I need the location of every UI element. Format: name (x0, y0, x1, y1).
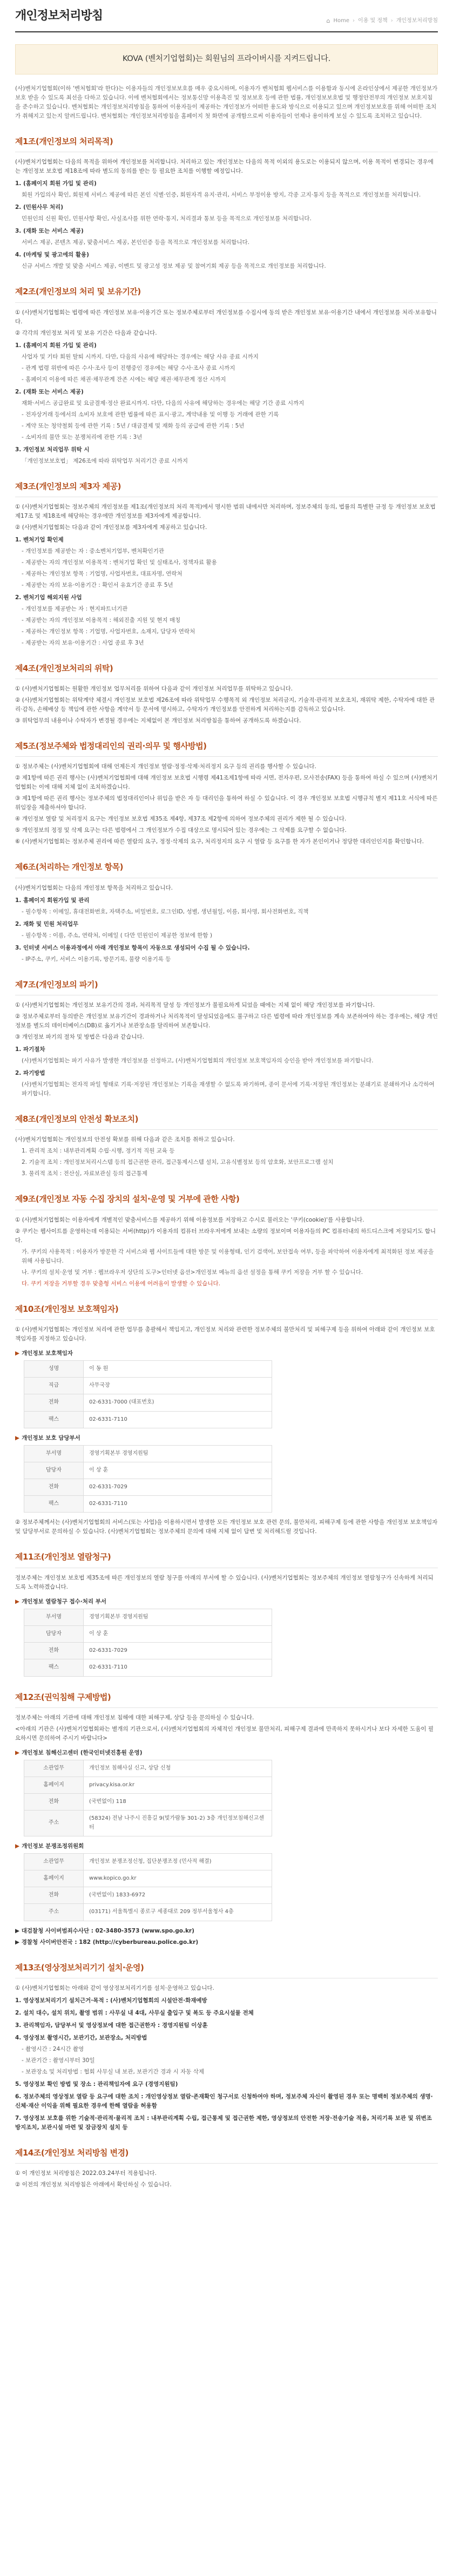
article-11 (15, 1550, 438, 1676)
list-item: ② 쿠키는 웹사이트를 운영하는데 이용되는 서버(http)가 이용자의 컴퓨터 브라우저에게 보내는 소량의 정보이며 이용자들의 PC 컴퓨터내의 하드디스크에 저장되기도 합니다. (15, 1228, 436, 1244)
table-cell-key: 직급 (24, 1378, 84, 1394)
table-cell-key: 팩스 (24, 1411, 84, 1428)
list-item: 3. 물리적 조치 : 전산실, 자료보관실 등의 접근통제 (22, 1170, 147, 1177)
list-item: ② 이전의 개인정보 처리방침은 아래에서 확인하실 수 있습니다. (15, 2181, 172, 2188)
article-6 (15, 860, 438, 964)
table-cell-value: 개인정보 분쟁조정신청, 집단분쟁조정 (민사적 해결) (84, 1853, 272, 1870)
article-1 (15, 135, 438, 271)
chevron-right-icon: › (390, 18, 393, 24)
table-cell-key: 성명 (24, 1360, 84, 1377)
list-item: 2. (민원사무 처리) (15, 204, 64, 211)
list-item: 3. 관리책임자, 담당부서 및 영상정보에 대한 접근권한자 : 경영지원팀 이상훈 (15, 2022, 208, 2029)
article-lead: ② (사)벤처기업협회는 다음과 같이 개인정보를 제3자에게 제공하고 있습니다. (15, 524, 207, 531)
article-12 (15, 1691, 438, 1947)
table-cell-value: (국번없이) 1833-6972 (84, 1887, 272, 1904)
list-item: 1. (홈페이지 회원 가입 및 관리) (15, 180, 97, 187)
article-title: 제1조(개인정보의 처리목적) (15, 135, 438, 152)
list-item: 2. 설치 대수, 설치 위치, 촬영 범위 : 사무실 내 4대, 사무실 출입구 및 복도 등 주요시설물 전체 (15, 2009, 254, 2016)
list-item: - 제공하는 개인정보 항목 : 기업명, 사업자번호, 대표자명, 연락처 (22, 570, 182, 577)
list-item: - 계약 또는 청약철회 등에 관한 기록 : 5년 / 대금결제 및 재화 등의 공급에 관한 기록 : 5년 (22, 422, 245, 429)
list-item: 2. 벤처기업 해외지원 사업 (15, 594, 82, 601)
list-item: 2. 재화 및 민원 처리업무 (15, 920, 79, 927)
article-lead: <아래의 기관은 (사)벤처기업협회와는 별개의 기관으로서, (사)벤처기업협회의 자체적인 개인정보 불만처리, 피해구제 결과에 만족하지 못하시거나 보다 자세한 도움이 필요하시면 문의하여 주시기 바랍니다> (15, 1725, 434, 1741)
article-title: 제4조(개인정보처리의 위탁) (15, 662, 438, 679)
list-item: ① 정보주체는 (사)벤처기업협회에 대해 언제든지 개인정보 열람·정정·삭제·처리정지 요구 등의 권리를 행사할 수 있습니다. (15, 763, 316, 770)
table-cell-value: 이 동 원 (84, 1360, 272, 1377)
list-item: 7. 영상정보 보호를 위한 기술적·관리적·물리적 조치 : 내부관리계획 수립, 접근통제 및 접근권한 제한, 영상정보의 안전한 저장·전송기술 적용, 처리기록 보관 및 위변조 방지조치, 보관시설 마련 및 잠금장치 설치 등 (15, 2114, 432, 2131)
article-10 (15, 1303, 438, 1537)
article-title: 제6조(처리하는 개인정보 항목) (15, 860, 438, 878)
table-cell-value: 02-6331-7110 (84, 1496, 272, 1513)
list-item: 4. (마케팅 및 광고에의 활용) (15, 252, 89, 259)
list-item: (사)벤처기업협회는 파기 사유가 발생한 개인정보를 선정하고, (사)벤처기업협회의 개인정보 보호책임자의 승인을 받아 개인정보를 파기합니다. (22, 1057, 374, 1065)
bullet-icon: ▶ (15, 1434, 20, 1441)
table-cell-value: 이 상 훈 (84, 1625, 272, 1642)
list-item: ④ 개인정보 열람 및 처리정지 요구는 개인정보 보호법 제35조 제4항, 제37조 제2항에 의하여 정보주체의 권리가 제한 될 수 있습니다. (15, 816, 347, 823)
table-row (24, 1462, 272, 1479)
list-item: ⑥ (사)벤처기업협회는 정보주체 권리에 따른 열람의 요구, 정정·삭제의 요구, 처리정지의 요구 시 열람 등 요구를 한 자가 본인이거나 정당한 대리인인지를 확인합니다. (15, 838, 424, 845)
list-item: (사)벤처기업협회는 전자적 파일 형태로 기록·저장된 개인정보는 기록을 재생할 수 없도록 파기하며, 종이 문서에 기록·저장된 개인정보는 분쇄기로 분쇄하거나 소각하여 파기합니다. (22, 1081, 435, 1097)
list-item: ① 이 개인정보 처리방침은 2022.03.24부터 적용됩니다. (15, 2170, 157, 2177)
article-title: 제10조(개인정보 보호책임자) (15, 1303, 438, 1320)
list-item: 나. 쿠키의 설치·운영 및 거부 : 웹브라우저 상단의 도구>인터넷 옵션>개인정보 메뉴의 옵션 설정을 통해 쿠키 저장을 거부 할 수 있습니다. (22, 1269, 363, 1276)
table-cell-key: 전화 (24, 1643, 84, 1659)
article-8 (15, 1113, 438, 1178)
intro-text: (사)벤처기업협회(이하 '벤처협회'라 한다)는 이용자들의 개인정보보호를 매우 중요시하며, 이용자가 벤처협회 웹서비스를 이용함과 동시에 온라인상에서 제공한 개인정보가 보호 받을 수 있도록 최선을 다하고 있습니다. 이에 벤처협회에서는 정보통신망 이용촉진 및 정보보호 등에 관한 법률, 개인정보보호법 및 행정안전부의 개인정보 보호지침을 준수하고 있습니다. 벤처협회는 개인정보처리방침을 통하여 이용자들이 제공하는 개인정보가 어떠한 용도와 방식으로 이용되고 있으며 개인정보보호를 위해 어떠한 조치가 취해지고 있는지 알려드립니다. 벤처협회는 개인정보처리방침을 홈페이지 첫 화면에 공개함으로써 이용자들이 언제나 용이하게 보실 수 있도록 조치하고 있습니다. (15, 85, 438, 119)
table-title (15, 1597, 438, 1606)
table-cell-value: 경영기획본부 경영지원팀 (84, 1609, 272, 1625)
article-9 (15, 1192, 438, 1288)
table-row (24, 1887, 272, 1904)
police-link[interactable]: ▶ 경찰청 사이버안전국 : 182 (http://cyberbureau.police.go.kr) (15, 1938, 199, 1945)
table-row (24, 1445, 272, 1462)
article-lead: ② (사)벤처기업협회는 위탁계약 체결시 개인정보 보호법 제26조에 따라 위탁업무 수행목적 외 개인정보 처리금지, 기술적·관리적 보호조치, 재위탁 제한, 수탁자에 대한 관리·감독, 손해배상 등 책임에 관한 사항을 계약서 등 문서에 명시하고, 수탁자가 개인정보를 안전하게 처리하는지를 감독하고 있습니다. (15, 697, 435, 713)
list-item: - 제공받는 자의 개인정보 이용목적 : 해외진출 지원 및 현지 매칭 (22, 616, 181, 623)
article-title: 제11조(개인정보 열람청구) (15, 1550, 438, 1568)
page-title: 개인정보처리방침 (15, 9, 103, 23)
article-tail: ② 정보주체께서는 (사)벤처기업협회의 서비스(또는 사업)을 이용하시면서 발생한 모든 개인정보 보호 관련 문의, 불만처리, 피해구제 등에 관한 사항을 개인정보 보호책임자 및 담당부서로 문의하실 수 있습니다. (사)벤처기업협회는 정보주체의 문의에 대해 지체 없이 답변 및 처리해드릴 것입니다. (15, 1519, 438, 1535)
table-cell-key: 전화 (24, 1887, 84, 1904)
table-cell-key: 팩스 (24, 1496, 84, 1513)
article-lead: 정보주체는 개인정보 보호법 제35조에 따른 개인정보의 열람 청구를 아래의 부서에 할 수 있습니다. (사)벤처기업협회는 정보주체의 개인정보 열람청구가 신속하게 처리되도록 노력하겠습니다. (15, 1574, 434, 1590)
table-row (24, 1811, 272, 1836)
table-cell-key: 전화 (24, 1794, 84, 1811)
bullet-icon: ▶ (15, 1598, 20, 1605)
table-cell-key: 주소 (24, 1904, 84, 1921)
article-title: 제2조(개인정보의 처리 및 보유기간) (15, 285, 438, 302)
list-item: 사업자 및 기타 회원 탈퇴 시까지. 다만, 다음의 사유에 해당하는 경우에는 해당 사유 종료 시까지 (22, 353, 259, 360)
list-item: 재화·서비스 공급완료 및 요금결제·정산 완료시까지. 다만, 다음의 사유에 해당하는 경우에는 해당 기간 종료 시까지 (22, 399, 305, 406)
list-item: ② 정보주체로부터 동의받은 개인정보 보유기간이 경과하거나 처리목적이 달성되었음에도 불구하고 다른 법령에 따라 개인정보를 계속 보존하여야 하는 경우에는, 해당 개인정보를 별도의 데이터베이스(DB)로 옮기거나 보관장소를 달리하여 보존합니다. (15, 1013, 438, 1029)
page-header (15, 0, 438, 32)
list-item: 2. 기술적 조치 : 개인정보처리시스템 등의 접근권한 관리, 접근통제시스템 설치, 고유식별정보 등의 암호화, 보안프로그램 설치 (22, 1159, 334, 1166)
breadcrumb (327, 16, 438, 26)
table-title-text: 개인정보 보호책임자 (22, 1350, 73, 1357)
list-item: ⑤ 개인정보의 정정 및 삭제 요구는 다른 법령에서 그 개인정보가 수집 대상으로 명시되어 있는 경우에는 그 삭제를 요구할 수 없습니다. (15, 827, 347, 834)
table-cell-value[interactable]: privacy.kisa.or.kr (84, 1777, 272, 1794)
list-item: 「개인정보보호법」 제26조에 따라 위탁업무 처리기간 종료 시까지 (22, 457, 188, 464)
prosecutor-link[interactable]: ▶ 대검찰청 사이버범죄수사단 : 02-3480-3573 (www.spo.go.kr) (15, 1927, 194, 1934)
list-item: ③ 제1항에 따른 권리 행사는 정보주체의 법정대리인이나 위임을 받은 자 등 대리인을 통하여 하실 수 있습니다. 이 경우 개인정보 보호법 시행규칙 별지 제11호 서식에 따른 위임장을 제출하셔야 합니다. (15, 795, 438, 811)
article-lead: (사)벤처기업협회는 다음의 개인정보 항목을 처리하고 있습니다. (15, 884, 173, 891)
article-13 (15, 1961, 438, 2132)
table-title-text: 개인정보 침해신고센터 (한국인터넷진흥원 운영) (22, 1749, 143, 1756)
list-item: - 제공받는 자의 보유·이용기간 : 사업 종료 후 3년 (22, 639, 144, 646)
article-lead: ① (사)벤처기업협회는 개인정보 처리에 관한 업무를 총괄해서 책임지고, 개인정보 처리와 관련한 정보주체의 불만처리 및 피해구제 등을 위하여 아래와 같이 개인정보 보호책임자를 지정하고 있습니다. (15, 1326, 435, 1342)
list-item: 6. 정보주체의 영상정보 열람 등 요구에 대한 조치 : 개인영상정보 열람·존재확인 청구서로 신청하여야 하며, 정보주체 자신이 촬영된 경우 또는 명백히 정보주체의 생명·신체·재산 이익을 위해 필요한 경우에 한해 열람을 허용함 (15, 2093, 433, 2109)
table-cell-key: 홈페이지 (24, 1870, 84, 1887)
access-request-table (24, 1609, 272, 1677)
table-cell-value: 02-6331-7110 (84, 1659, 272, 1676)
list-item: - 필수항목 : 이름, 주소, 연락처, 이메일 ( 다만 민원인이 제공한 정보에 한함 ) (22, 932, 212, 939)
kisa-table (24, 1760, 272, 1836)
table-title-text: 개인정보 분쟁조정위원회 (22, 1842, 84, 1849)
table-cell-key: 부서명 (24, 1609, 84, 1625)
table-cell-key: 소관업무 (24, 1853, 84, 1870)
article-lead: (사)벤처기업협회는 다음의 목적을 위하여 개인정보를 처리합니다. 처리하고 있는 개인정보는 다음의 목적 이외의 용도로는 이용되지 않으며, 이용 목적이 변경되는 경우에는 개인정보 보호법 제18조에 따라 별도의 동의를 받는 등 필요한 조치를 이행할 예정입니다. (15, 159, 434, 175)
list-item: 5. 영상정보 확인 방법 및 장소 : 관리책임자에 요구 (경영지원팀) (15, 2080, 178, 2087)
list-item: - 필수항목 : 이메일, 휴대전화번호, 자택주소, 비밀번호, 로그인ID, 성별, 생년월일, 이름, 회사명, 회사전화번호, 직책 (22, 908, 309, 915)
table-title (15, 1349, 438, 1358)
table-row (24, 1378, 272, 1394)
article-title: 제3조(개인정보의 제3자 제공) (15, 480, 438, 497)
table-cell-value: (국번없이) 118 (84, 1794, 272, 1811)
article-title: 제14조(개인정보 처리방침 변경) (15, 2146, 438, 2164)
table-row (24, 1643, 272, 1659)
list-item: 1. 벤처기업 확인제 (15, 536, 64, 543)
article-title: 제5조(정보주체와 법정대리인의 권리·의무 및 행사방법) (15, 740, 438, 757)
table-cell-key: 주소 (24, 1811, 84, 1836)
list-item: - 홈페이지 이용에 따른 채권·채무관계 잔존 시에는 해당 채권·채무관계 정산 시까지 (22, 376, 226, 383)
table-cell-value: 02-6331-7110 (84, 1411, 272, 1428)
table-cell-key: 홈페이지 (24, 1777, 84, 1794)
table-cell-key: 팩스 (24, 1659, 84, 1676)
home-icon[interactable]: ⌂ (326, 17, 330, 25)
list-item: 가. 쿠키의 사용목적 : 이용자가 방문한 각 서비스와 웹 사이트들에 대한 방문 및 이용형태, 인기 검색어, 보안접속 여부, 등을 파악하여 이용자에게 최적화된 정보 제공을 위해 사용됩니다. (22, 1248, 434, 1264)
table-cell-value: 경영기획본부 경영지원팀 (84, 1445, 272, 1462)
table-title (15, 1748, 438, 1758)
article-lead: (사)벤처기업협회는 개인정보의 안전성 확보를 위해 다음과 같은 조치를 취하고 있습니다. (15, 1136, 235, 1143)
article-lead: ③ 위탁업무의 내용이나 수탁자가 변경될 경우에는 지체없이 본 개인정보 처리방침을 통하여 공개하도록 하겠습니다. (15, 717, 301, 724)
table-cell-key: 부서명 (24, 1445, 84, 1462)
list-item: - IP주소, 쿠키, 서비스 이용기록, 방문기록, 불량 이용기록 등 (22, 955, 171, 962)
table-row (24, 1479, 272, 1496)
list-item: 2. 파기방법 (15, 1070, 45, 1077)
table-cell-value: 02-6331-7029 (84, 1479, 272, 1496)
list-item: ① (사)벤처기업협회는 개인정보 보유기간의 경과, 처리목적 달성 등 개인정보가 불필요하게 되었을 때에는 지체 없이 해당 개인정보를 파기합니다. (15, 1002, 375, 1009)
list-item: 민원인의 신원 확인, 민원사항 확인, 사실조사를 위한 연락·통지, 처리결과 통보 등을 목적으로 개인정보를 처리합니다. (22, 215, 312, 222)
table-cell-key: 담당자 (24, 1462, 84, 1479)
table-row (24, 1870, 272, 1887)
list-item: - 관계 법령 위반에 따른 수사·조사 등이 진행중인 경우에는 해당 수사·조사 종료 시까지 (22, 364, 235, 371)
table-title-text: 개인정보 열람청구 접수·처리 부서 (22, 1598, 107, 1605)
table-title-text: 개인정보 보호 담당부서 (22, 1434, 80, 1441)
list-item: 1. 관리적 조치 : 내부관리계획 수립·시행, 정기적 직원 교육 등 (22, 1148, 175, 1155)
list-item: - 개인정보를 제공받는 자 : 중소벤처기업부, 벤처확인기관 (22, 547, 164, 554)
table-row (24, 1411, 272, 1428)
chevron-right-icon: › (353, 18, 355, 24)
table-row (24, 1659, 272, 1676)
bullet-icon: ▶ (15, 1350, 20, 1357)
article-lead: ① (사)벤처기업협회는 정보주체의 개인정보를 제1조(개인정보의 처리 목적)에서 명시한 범위 내에서만 처리하며, 정보주체의 동의, 법률의 특별한 규정 등 개인정보 보호법 제17조 및 제18조에 해당하는 경우에만 개인정보를 제3자에게 제공합니다. (15, 503, 436, 519)
article-title: 제9조(개인정보 자동 수집 장치의 설치·운영 및 거부에 관한 사항) (15, 1192, 438, 1210)
table-row (24, 1904, 272, 1921)
article-title: 제8조(개인정보의 안전성 확보조치) (15, 1113, 438, 1130)
article-title: 제12조(권익침해 구제방법) (15, 1691, 438, 1708)
table-row (24, 1609, 272, 1625)
breadcrumb-policy[interactable]: 이용 및 정책 (358, 18, 388, 24)
banner-text: KOVA (벤처기업협회)는 회원님의 프라이버시를 지켜드립니다. (122, 55, 331, 64)
article-lead: 정보주체는 아래의 기관에 대해 개인정보 침해에 대한 피해구제, 상담 등을 문의하실 수 있습니다. (15, 1714, 254, 1721)
list-item: - 제공받는 자의 개인정보 이용목적 : 벤처기업 확인 및 실태조사, 정책자료 활용 (22, 559, 217, 566)
breadcrumb-current: 개인정보처리방침 (396, 18, 438, 24)
list-item: 서비스 제공, 콘텐츠 제공, 맞춤서비스 제공, 본인인증 등을 목적으로 개인정보를 처리합니다. (22, 239, 250, 246)
table-cell-value: (03171) 서울특별시 종로구 세종대로 209 정부서울청사 4층 (84, 1904, 272, 1921)
list-item: 회원 가입의사 확인, 회원제 서비스 제공에 따른 본인 식별·인증, 회원자격 유지·관리, 서비스 부정이용 방지, 각종 고지·통지 등을 목적으로 개인정보를 처리합니다. (22, 192, 421, 199)
list-item: - 촬영시간 : 24시간 촬영 (22, 2045, 84, 2052)
list-item: 1. (홈페이지 회원 가입 및 관리) (15, 342, 97, 349)
breadcrumb-home[interactable]: Home (333, 18, 350, 24)
list-item: - 전자상거래 등에서의 소비자 보호에 관한 법률에 따른 표시·광고, 계약내용 및 이행 등 거래에 관한 기록 (22, 411, 279, 418)
list-item: 1. 파기절차 (15, 1046, 45, 1053)
article-title: 제7조(개인정보의 파기) (15, 978, 438, 995)
list-item: ② 제1항에 따른 권리 행사는 (사)벤처기업협회에 대해 개인정보 보호법 시행령 제41조제1항에 따라 서면, 전자우편, 모사전송(FAX) 등을 통하여 하실 수 있으며 (사)벤처기업협회는 이에 대해 지체 없이 조치하겠습니다. (15, 775, 438, 791)
table-row (24, 1777, 272, 1794)
table-row (24, 1853, 272, 1870)
list-item: 3. (재화 또는 서비스 제공) (15, 228, 84, 235)
list-item: 1. 홈페이지 회원가입 및 관리 (15, 897, 90, 904)
list-item: - 소비자의 불만 또는 분쟁처리에 관한 기록 : 3년 (22, 433, 143, 440)
list-item: - 제공하는 개인정보 항목 : 기업명, 사업자번호, 소재지, 담당자 연락처 (22, 628, 195, 635)
list-item: - 제공받는 자의 보유·이용기간 : 확인서 유효기간 종료 후 5년 (22, 581, 173, 588)
list-item: 3. 인터넷 서비스 이용과정에서 아래 개인정보 항목이 자동으로 생성되어 수집 될 수 있습니다. (15, 944, 250, 951)
table-row (24, 1496, 272, 1513)
privacy-officer-table (24, 1360, 272, 1428)
article-14 (15, 2146, 438, 2189)
table-cell-value: (58324) 전남 나주시 진흥길 9(빛가람동 301-2) 3층 개인정보침해신고센터 (84, 1811, 272, 1836)
table-cell-key: 전화 (24, 1479, 84, 1496)
list-item: 2. (재화 또는 서비스 제공) (15, 388, 84, 395)
privacy-department-table (24, 1445, 272, 1513)
list-item: - 보관기간 : 촬영시부터 30일 (22, 2057, 95, 2064)
table-cell-value: 이 상 훈 (84, 1462, 272, 1479)
list-item: 다. 쿠키 저장을 거부할 경우 맞춤형 서비스 이용에 어려움이 발생할 수 있습니다. (22, 1280, 220, 1287)
dispute-committee-table (24, 1853, 272, 1921)
list-item: 4. 영상정보 촬영시간, 보관기간, 보관장소, 처리방법 (15, 2034, 147, 2041)
article-lead: ① (사)벤처기업협회는 법령에 따른 개인정보 보유·이용기간 또는 정보주체로부터 개인정보를 수집시에 동의 받은 개인정보 보유·이용기간 내에서 개인정보를 처리·보유합니다. (15, 309, 437, 325)
article-7 (15, 978, 438, 1099)
article-lead: ① (사)벤처기업협회는 아래와 같이 영상정보처리기기를 설치·운영하고 있습니다. (15, 1984, 214, 1991)
table-cell-value: 02-6331-7000 (대표번호) (84, 1394, 272, 1411)
list-item: 신규 서비스 개발 및 맞춤 서비스 제공, 이벤트 및 광고성 정보 제공 및 참여기회 제공 등을 목적으로 개인정보를 처리합니다. (22, 263, 326, 270)
table-cell-value[interactable]: www.kopico.go.kr (84, 1870, 272, 1887)
list-item: 3. 개인정보 처리업무 위탁 시 (15, 446, 90, 453)
list-item: - 개인정보를 제공받는 자 : 현지파트너기관 (22, 605, 128, 612)
bullet-icon: ▶ (15, 1842, 20, 1849)
table-cell-value: 02-6331-7029 (84, 1643, 272, 1659)
article-3 (15, 480, 438, 648)
table-cell-key: 담당자 (24, 1625, 84, 1642)
list-item: ③ 개인정보 파기의 절차 및 방법은 다음과 같습니다. (15, 1034, 144, 1041)
article-lead: ① (사)벤처기업협회는 원활한 개인정보 업무처리를 위하여 다음과 같이 개인정보 처리업무를 위탁하고 있습니다. (15, 686, 293, 693)
list-item: 1. 영상정보처리기기 설치근거·목적 : (사)벤처기업협회의 시설안전·화재예방 (15, 1997, 207, 2004)
table-title (15, 1842, 438, 1851)
table-cell-key: 소관업무 (24, 1760, 84, 1777)
table-row (24, 1360, 272, 1377)
article-lead: ② 각각의 개인정보 처리 및 보유 기간은 다음과 같습니다. (15, 329, 157, 336)
bullet-icon: ▶ (15, 1749, 20, 1756)
table-row (24, 1794, 272, 1811)
article-5 (15, 740, 438, 846)
table-cell-key: 전화 (24, 1394, 84, 1411)
table-cell-value: 개인정보 침해사실 신고, 상담 신청 (84, 1760, 272, 1777)
table-cell-value: 사무국장 (84, 1378, 272, 1394)
article-2 (15, 285, 438, 465)
article-title: 제13조(영상정보처리기기 설치·운영) (15, 1961, 438, 1978)
table-row (24, 1760, 272, 1777)
list-item: ① (사)벤처기업협회는 이용자에게 개별적인 맞춤서비스를 제공하기 위해 이용정보를 저장하고 수시로 불러오는 '쿠키(cookie)'를 사용합니다. (15, 1216, 364, 1223)
list-item: - 보관장소 및 처리방법 : 협회 사무실 내 보관, 보관기간 경과 시 자동 삭제 (22, 2068, 205, 2075)
table-row (24, 1625, 272, 1642)
privacy-banner (15, 44, 438, 74)
article-4 (15, 662, 438, 726)
table-row (24, 1394, 272, 1411)
table-title (15, 1434, 438, 1443)
